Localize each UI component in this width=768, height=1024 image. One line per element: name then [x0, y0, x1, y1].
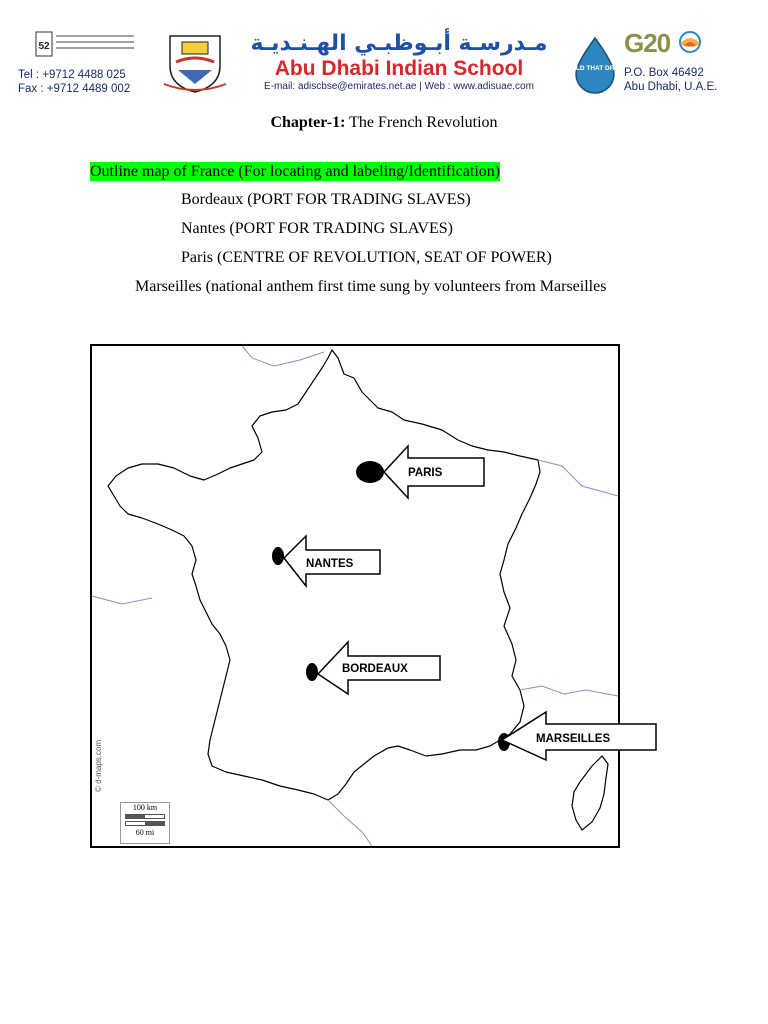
- school-crest-logo: [160, 32, 230, 94]
- accreditation-stamp-logo: [36, 32, 136, 56]
- email-web-line: E-mail: adiscbse@emirates.net.ae | Web : www.adisuae.com: [264, 81, 534, 92]
- letterhead: [0, 0, 768, 100]
- school-name-arabic: مـدرسـة أبـوظبـي الهـنـديـة: [250, 31, 548, 56]
- phone-number: Tel : +9712 4488 025: [18, 69, 126, 81]
- marseilles-label: MARSEILLES: [536, 733, 611, 745]
- nantes-label: NANTES: [306, 558, 354, 570]
- location-item-nantes: Nantes (PORT FOR TRADING SLAVES): [181, 220, 453, 237]
- g20-logo-text: G20: [624, 28, 671, 58]
- location-item-bordeaux: Bordeaux (PORT FOR TRADING SLAVES): [181, 191, 471, 208]
- po-box: P.O. Box 46492: [624, 67, 704, 79]
- chapter-title: The French Revolution: [345, 114, 498, 131]
- paris-marker-dot: [356, 461, 384, 483]
- neighbour-border-italy: [520, 686, 618, 696]
- neighbour-border-spain: [328, 800, 372, 846]
- city-country: Abu Dhabi, U.A.E.: [624, 81, 718, 93]
- bordeaux-marker-dot: [306, 663, 318, 681]
- svg-text:52: 52: [38, 41, 50, 52]
- corsica-island-outline: [572, 756, 608, 830]
- outline-heading: Outline map of France (For locating and labeling/Identification): [90, 163, 501, 180]
- scale-bar-graphic: [125, 814, 165, 819]
- hold-that-drop-logo: [566, 36, 624, 94]
- neighbour-border-east: [538, 460, 618, 496]
- bordeaux-label: BORDEAUX: [342, 663, 408, 675]
- map-drawing: [92, 346, 618, 846]
- neighbour-border-north: [242, 346, 324, 366]
- location-item-marseilles: Marseilles (national anthem first time sung by volunteers from Marseilles: [135, 278, 607, 295]
- scale-km-label: 100 km: [132, 803, 158, 812]
- school-name-english: Abu Dhabi Indian School: [274, 57, 524, 80]
- map-scale-bar: [120, 802, 170, 844]
- location-item-paris: Paris (CENTRE OF REVOLUTION, SEAT OF POWER): [181, 249, 552, 266]
- school-address: [624, 66, 754, 94]
- chapter-heading: [0, 114, 768, 132]
- scale-bar-graphic-mi: [125, 821, 165, 826]
- map-watermark: © d-maps.com: [94, 739, 103, 792]
- chapter-number: Chapter-1:: [270, 114, 346, 131]
- france-border-outline: [108, 350, 540, 800]
- svg-text:HOLD THAT DROP: HOLD THAT DROP: [566, 65, 624, 72]
- paris-label: PARIS: [408, 467, 443, 479]
- contact-phones: [18, 68, 168, 96]
- fax-number: Fax : +9712 4489 002: [18, 83, 131, 95]
- g20-lotus-icon: [670, 30, 710, 54]
- scale-mi-label: 60 mi: [135, 828, 155, 837]
- neighbour-border-south: [92, 596, 152, 604]
- school-name-block: [236, 30, 562, 94]
- nantes-marker-dot: [272, 547, 284, 565]
- france-outline-map: [90, 344, 620, 848]
